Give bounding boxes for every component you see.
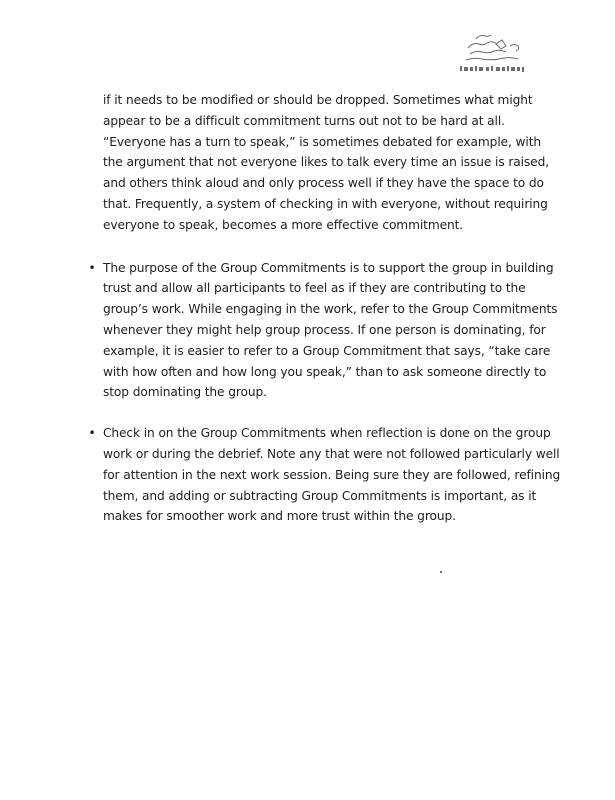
continuation-paragraph: if it needs to be modified or should be dropped. Sometimes what might appear to be a difficult commitment turns out not to be hard at all. “Everyone has a turn to speak,” is sometimes debated for example, with the argument that not everyone likes to talk every time an issue is raised, and others think aloud and only process well if they have the space to do that. Frequently, a system of checking in with everyone, without requiring everyone to speak, becomes a more effective commitment. xyxy=(103,93,549,232)
bullet-item-purpose xyxy=(88,258,563,404)
bullet-list xyxy=(88,258,563,528)
scan-speck xyxy=(440,571,442,573)
organization-logo-icon xyxy=(452,30,530,74)
bullet-text: The purpose of the Group Commitments is to support the group in building trust and allow all participants to feel as if they are contributing to the group’s work. While engaging in the work, refer to the Group Commitments whenever they might help group process. If one person is dominating, for example, it is easier to refer to a Group Commitment that says, “take care with how often and how long you speak,” than to ask someone directly to stop dominating the group. xyxy=(103,260,558,400)
bullet-marker: • xyxy=(88,426,96,441)
bullet-marker: • xyxy=(88,260,96,275)
organization-logo xyxy=(452,30,530,74)
bullet-item-check-in xyxy=(88,423,563,527)
bullet-text: Check in on the Group Commitments when reflection is done on the group work or during the debrief. Note any that were not followed particularly well for attention in the next work session. Being sure they are followed, refining them, and adding or subtracting Group Commitments is important, as it makes for smoother work and more trust within the group. xyxy=(103,426,561,524)
document-body xyxy=(88,90,563,527)
